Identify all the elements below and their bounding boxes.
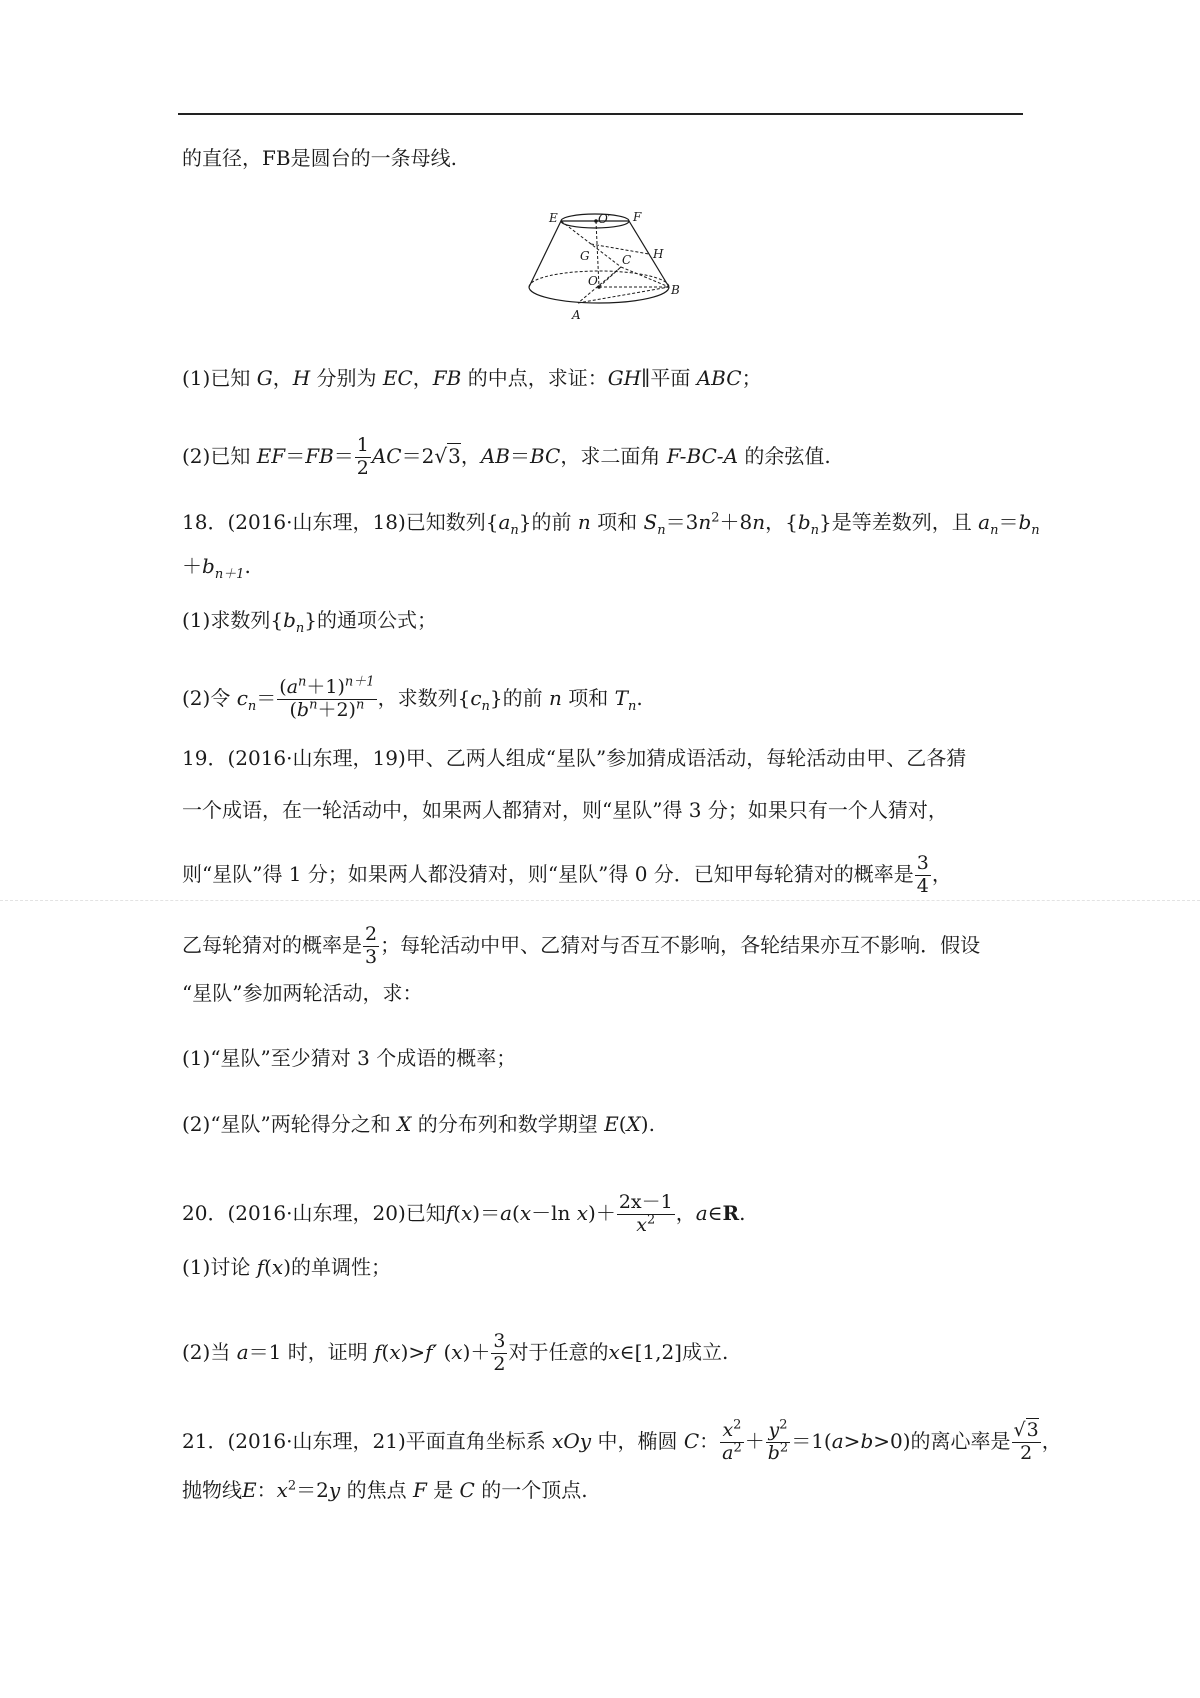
q21-text: 21．(2016·山东理，21)平面直角坐标系 <box>182 1428 546 1453</box>
q17p1-var: ABC <box>696 366 742 390</box>
q18-text: ，{ <box>765 510 798 534</box>
label-a: A <box>572 308 581 322</box>
q18p2-sub: n <box>481 698 490 714</box>
q18-sub: n <box>510 523 519 538</box>
frustum-figure <box>520 207 700 333</box>
frac-var: a <box>286 676 299 698</box>
q21-var: a <box>831 1428 844 1453</box>
q20-var: f <box>445 1200 454 1225</box>
q18-sub: n＋1 <box>214 567 245 582</box>
q18-text: }是等差数列，且 <box>819 510 972 534</box>
q18p2-text: ，求数列{ <box>377 685 471 710</box>
fraction-num <box>766 1417 790 1443</box>
fraction-den: 3 <box>365 945 378 968</box>
q20p1-var: x <box>271 1255 284 1279</box>
q20-var: x <box>460 1200 473 1225</box>
q18p2-text: 项和 <box>568 685 609 710</box>
fraction-sqrt3-over-2 <box>1012 1420 1041 1465</box>
frac-sup: 2 <box>733 1440 742 1456</box>
q17p1-text: 的中点，求证： <box>467 366 608 390</box>
q19p2-text: (2)“星队”两轮得分之和 <box>182 1112 391 1136</box>
q21-var: C <box>459 1478 475 1502</box>
q20p1-var: f <box>256 1255 265 1279</box>
q19p1-text: (1)“星队”至少猜对 3 个成语的概率； <box>182 1046 517 1070</box>
q21-text: >0)的离心率是 <box>873 1428 1011 1453</box>
q18p1-text: }的通项公式； <box>304 608 437 632</box>
q19-text: 则“星队”得 1 分；如果两人都没猜对，则“星队”得 0 分．已知甲每轮猜对的概率是 <box>182 861 914 886</box>
frac-sup: 2 <box>647 1212 656 1228</box>
intro-line <box>182 148 457 168</box>
q21-text: 中，椭圆 <box>597 1428 678 1453</box>
frac-sup: 2 <box>779 1417 788 1433</box>
q18-part1 <box>182 608 437 636</box>
q20p2-var: x <box>451 1339 463 1364</box>
q17p2-text: ＝2 <box>401 443 435 468</box>
fraction-x2-a2 <box>720 1417 744 1465</box>
q21-sup: 2 <box>287 1478 297 1494</box>
frac-var: y <box>768 1419 780 1441</box>
q18p1-text: (1)求数列{ <box>182 608 284 632</box>
fraction-three-quarters <box>915 853 931 898</box>
header-rule <box>178 113 1023 115</box>
q19p2-var: X <box>626 1112 641 1136</box>
q21-var: x <box>276 1478 288 1502</box>
label-e: E <box>549 211 558 225</box>
label-b: B <box>671 283 680 297</box>
q20-part1: (1)讨论 f(x)的单调性； <box>182 1255 392 1279</box>
label-o1: O′ <box>598 212 611 226</box>
q21-var: C <box>683 1428 700 1453</box>
q21-text: 是 <box>433 1478 454 1502</box>
q21-var: y <box>328 1478 341 1502</box>
q18-sub: n <box>1031 523 1040 538</box>
frac-var: b <box>296 698 310 721</box>
sqrt-sign: √ <box>434 443 448 468</box>
frac-sup: n <box>355 697 365 713</box>
q19-text: 19．(2016·山东理，19)甲、乙两人组成“星队”参加猜成语活动，每轮活动由甲、乙各猜 <box>182 746 967 770</box>
q21-text: > <box>843 1428 861 1453</box>
frac-sup: 2 <box>733 1417 742 1433</box>
q18-sub: n <box>657 523 666 538</box>
frac-var: a <box>722 1441 734 1464</box>
q18-sup: 2 <box>711 510 720 526</box>
q18-sub: n <box>990 523 999 538</box>
q17p2-text: ，求二面角 <box>560 443 661 468</box>
q20-text: 20．(2016·山东理，20)已知 <box>182 1200 446 1225</box>
label-g: G <box>580 249 590 263</box>
q20p2-var: a <box>236 1339 249 1364</box>
q18p1-sub: n <box>295 621 305 636</box>
fraction-num: 3 <box>493 1330 506 1352</box>
q17p2-text: ＝ <box>285 443 306 468</box>
q20-text: ＝ <box>480 1200 501 1225</box>
q20-text: ∈ <box>707 1200 723 1225</box>
fraction-num: 1 <box>356 434 369 456</box>
q20p2-text: ∈[1,2]成立. <box>619 1339 729 1364</box>
fraction-y2-b2 <box>766 1417 790 1465</box>
fraction-den: $(b^n+2)^n$ <box>289 697 365 721</box>
segment-ab <box>578 287 669 303</box>
fraction-three-halves <box>491 1331 507 1376</box>
fraction-den <box>720 1440 744 1465</box>
q20-text: ， <box>675 1200 696 1225</box>
q18-sub: n <box>810 523 820 538</box>
q18p2-text: . <box>636 685 643 710</box>
q18-text: ＝ <box>998 510 1019 534</box>
q17p1-text: ； <box>741 366 762 390</box>
q21-text: ， <box>1041 1428 1062 1453</box>
label-c: C <box>622 253 632 267</box>
q18p2-var: T <box>614 685 628 710</box>
q19-text: 一个成语，在一轮活动中，如果两人都猜对，则“星队”得 3 分；如果只有一个人猜对， <box>182 798 948 822</box>
sqrt-radicand: 3 <box>1026 1419 1039 1441</box>
q17p1-text: (1)已知 <box>182 366 251 390</box>
q20p2-var: f <box>374 1339 382 1364</box>
q20-set: R <box>722 1200 740 1225</box>
q21-text: ＋ <box>744 1428 765 1453</box>
fraction-cn <box>277 674 376 722</box>
segment-cb <box>621 267 669 287</box>
frac-sup: n <box>298 674 307 690</box>
q20-var: a <box>500 1200 513 1225</box>
q17p2-var: AC <box>371 443 402 468</box>
q21-var: b <box>860 1428 874 1453</box>
fraction-den: 2 <box>356 456 369 479</box>
label-o: O <box>588 274 598 288</box>
fraction-num: 2 <box>365 923 378 945</box>
q19-part1 <box>182 1048 516 1068</box>
q18p2-sub: n <box>627 698 637 714</box>
q19p2-text: 的分布列和数学期望 <box>417 1112 598 1136</box>
q17p1-var: H <box>292 366 311 390</box>
q19-line2 <box>182 800 948 820</box>
q18-var: n <box>577 510 591 534</box>
q18-text: ＋8 <box>719 510 753 534</box>
q21-var: E <box>242 1478 257 1502</box>
frustum-diagram <box>520 207 700 333</box>
q17p2-var: BC <box>529 443 561 468</box>
q17p1-var: G <box>256 366 273 390</box>
q17p2-var: EF <box>256 443 286 468</box>
q20p1-text: (1)讨论 <box>182 1255 251 1279</box>
frac-sup: n <box>309 697 318 713</box>
q17p2-var: FB <box>305 443 334 468</box>
frac-sup: n＋1 <box>344 674 375 690</box>
fraction-den: 2 <box>493 1352 506 1375</box>
q19-line5 <box>182 983 422 1003</box>
q20p2-var: x <box>608 1339 620 1364</box>
q18-var: a <box>978 510 991 534</box>
bottom-circle-back <box>529 271 669 287</box>
q21-text: ＝2 <box>296 1478 329 1502</box>
q17p2-text: ＝ <box>333 443 354 468</box>
bottom-circle-front <box>529 287 669 303</box>
fraction-two-thirds <box>363 924 379 969</box>
q18p2-text: (2)令 <box>182 685 231 710</box>
q17p2-var: F-BC-A <box>666 443 739 468</box>
q20-var: x <box>519 1200 532 1225</box>
q17p1-var: GH <box>607 366 642 390</box>
q20-var: x <box>576 1200 589 1225</box>
q19p2-var: E <box>604 1112 619 1136</box>
page-break-divider <box>0 900 1200 901</box>
q20-part2: (2)当 a＝1 时，证明 f(x)>f′ (x)＋ $\frac{3}{2}$ 对于任意的x∈[1,2]成立. <box>182 1330 729 1375</box>
q18p1-var: b <box>283 608 296 632</box>
q18-var: b <box>1018 510 1032 534</box>
q18-text: 项和 <box>597 510 638 534</box>
q19p2-text: . <box>648 1112 655 1136</box>
fraction-den: 2 <box>1020 1441 1033 1464</box>
q20-line1: 20．(2016·山东理，20)已知f(x)＝a(x－ln x)＋ $\frac{2x-1}{x^2}$ ，a∈R. <box>182 1191 746 1236</box>
q18-text: }的前 <box>518 510 572 534</box>
segment-oc <box>599 267 621 287</box>
q20p2-text: > <box>408 1339 426 1364</box>
q20p1-text: 的单调性； <box>291 1255 392 1279</box>
q17-part1 <box>182 368 762 388</box>
q17p2-text: (2)已知 <box>182 443 251 468</box>
q21-var: F <box>412 1478 427 1502</box>
q18p2-text: ＝ <box>256 685 277 710</box>
q18p2-var: c <box>236 685 248 710</box>
q17p2-text: ， <box>460 443 481 468</box>
intro-text: 的直径，FB是圆台的一条母线. <box>182 146 457 170</box>
fraction-den: 4 <box>916 874 929 897</box>
q17p2-var: AB <box>480 443 510 468</box>
fraction-num <box>1012 1420 1041 1443</box>
q17-part2 <box>182 435 831 480</box>
q19-text: ；每轮活动中甲、乙猜对与否互不影响，各轮结果亦互不影响．假设 <box>380 932 981 957</box>
q18p2-var: n <box>548 685 562 710</box>
q18-line1 <box>182 510 1040 538</box>
q20-text: －ln <box>531 1200 571 1225</box>
q21-var: xOy <box>552 1428 592 1453</box>
q18-text: ＝3 <box>665 510 699 534</box>
q21-text: ： <box>256 1478 277 1502</box>
label-f: F <box>633 210 642 224</box>
label-h: H <box>653 247 664 261</box>
fraction-num: 2x－1 <box>618 1191 673 1213</box>
q19-part2: (2)“星队”两轮得分之和 X 的分布列和数学期望 E(X). <box>182 1112 655 1136</box>
fraction-num: $(a^n+1)^{n+1}$ <box>279 674 375 698</box>
q20p2-text: (2)当 <box>182 1339 231 1364</box>
fraction-den <box>766 1440 790 1465</box>
q18p2-text: }的前 <box>489 685 543 710</box>
q21-text: 的焦点 <box>346 1478 407 1502</box>
q20-var: a <box>695 1200 708 1225</box>
q19-line1 <box>182 748 966 768</box>
segment-gh <box>591 244 649 254</box>
q18-var: b <box>202 554 215 578</box>
q19-text: “星队”参加两轮活动，求： <box>182 981 423 1005</box>
q18-var: n <box>698 510 712 534</box>
q18-var: n <box>752 510 766 534</box>
fraction-fx <box>617 1192 675 1237</box>
q17p1-text: 分别为 <box>316 366 377 390</box>
q18-text: . <box>244 554 251 578</box>
q18-text: 18．(2016·山东理，18)已知数列{ <box>182 510 499 534</box>
q20p2-text: )＋ <box>462 1339 491 1364</box>
frac-sup: 2 <box>779 1440 789 1456</box>
q21-text: 的一个顶点. <box>481 1478 588 1502</box>
q21-line1 <box>182 1417 1062 1465</box>
sqrt-sign: √ <box>1013 1419 1026 1441</box>
sqrt-radicand: 3 <box>448 443 461 468</box>
q19-line4 <box>182 924 980 969</box>
q20p2-text: ＝1 时，证明 <box>248 1339 368 1364</box>
q18p2-sub: n <box>247 698 257 714</box>
frac-var: x <box>636 1213 648 1236</box>
q21-line2 <box>182 1480 588 1500</box>
q18-text: ＋ <box>182 554 202 578</box>
fraction-half <box>355 435 371 480</box>
q18-var: b <box>797 510 811 534</box>
q19-text: ， <box>931 861 952 886</box>
q18-part2 <box>182 674 643 722</box>
q21-text: ＝1( <box>791 1428 832 1453</box>
q20p2-text: 对于任意的 <box>508 1339 609 1364</box>
q17p1-text: ， <box>272 366 293 390</box>
q17p1-var: EC <box>382 366 413 390</box>
q19-line3 <box>182 853 952 898</box>
q21-text: ： <box>699 1428 720 1453</box>
fraction-den <box>617 1212 675 1237</box>
q20p2-var: x <box>389 1339 401 1364</box>
fraction-num: 3 <box>916 852 929 874</box>
frac-var: b <box>767 1441 780 1464</box>
q20-text: . <box>739 1200 746 1225</box>
q17p2-text: ＝ <box>509 443 530 468</box>
q18-var: S <box>643 510 658 534</box>
frac-text: ＋1) <box>306 676 345 698</box>
q17p2-text: 的余弦值. <box>744 443 831 468</box>
q21-text: 抛物线 <box>182 1478 242 1502</box>
q17p1-var: FB <box>432 366 462 390</box>
frac-text: ＋2) <box>317 698 356 721</box>
q17p1-text: ∥平面 <box>641 366 691 390</box>
q19p2-var: X <box>397 1112 412 1136</box>
q18-line2 <box>182 554 251 582</box>
frac-var: x <box>722 1419 734 1441</box>
q18-var: a <box>498 510 511 534</box>
q18p2-var: c <box>470 685 482 710</box>
q20-text: )＋ <box>588 1200 616 1225</box>
q19-text: 乙每轮猜对的概率是 <box>182 932 362 957</box>
fraction-num <box>720 1417 744 1443</box>
q17p1-text: ， <box>412 366 433 390</box>
q20p2-var: f′ <box>425 1339 438 1364</box>
